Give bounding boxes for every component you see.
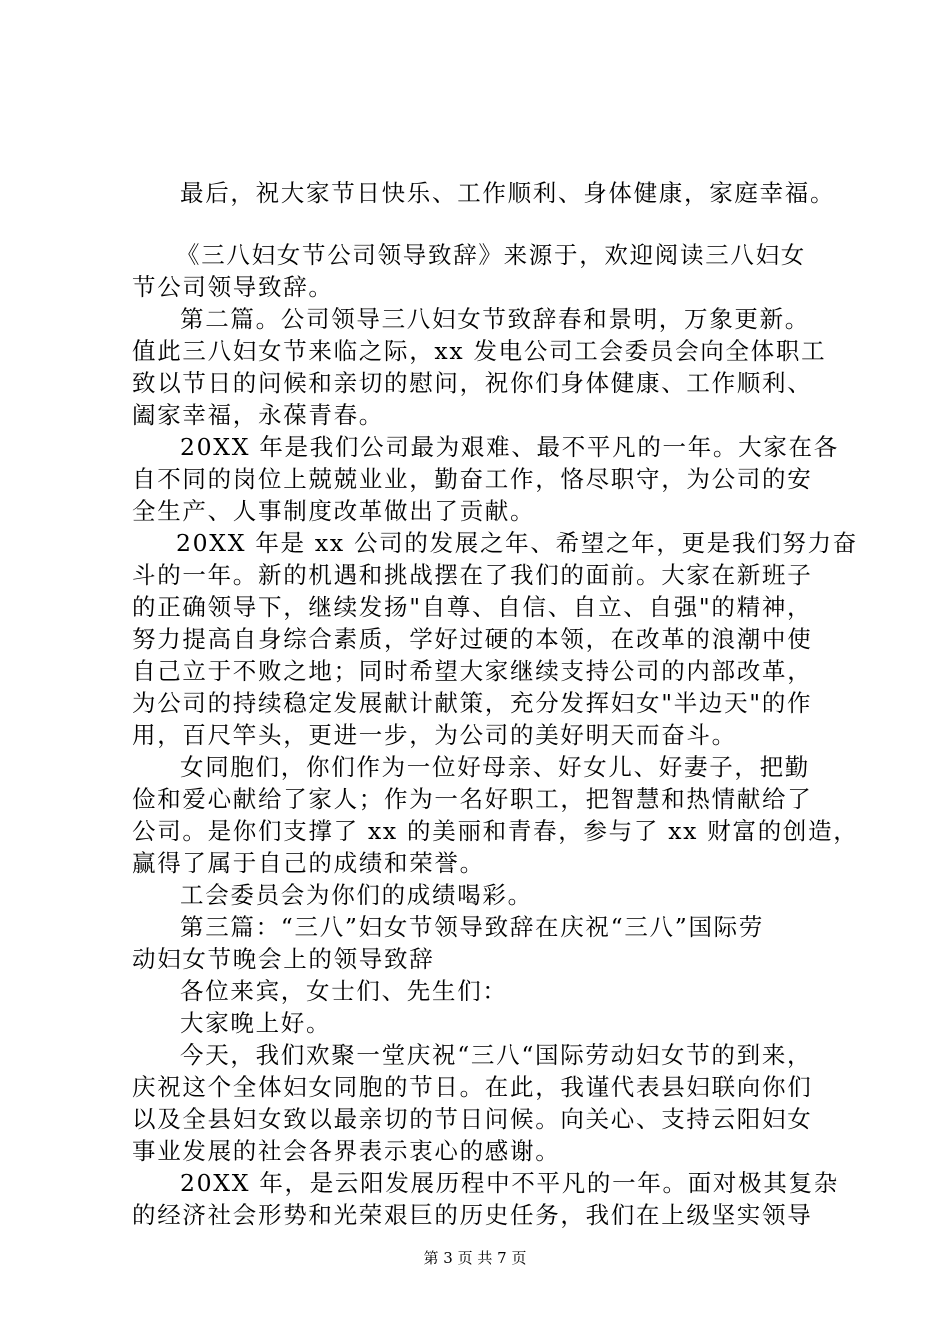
text-line: 值此三八妇女节来临之际，xx 发电公司工会委员会向全体职工 xyxy=(132,337,827,365)
text-line: 用，百尺竿头，更进一步，为公司的美好明天而奋斗。 xyxy=(132,721,737,749)
text-line: 努力提高自身综合素质，学好过硬的本领，在改革的浪潮中使 xyxy=(132,625,813,653)
text-line: 俭和爱心献给了家人；作为一名好职工，把智慧和热情献给了 xyxy=(132,785,813,813)
text-line: 自己立于不败之地；同时希望大家继续支持公司的内部改革， xyxy=(132,657,813,685)
text-line: 《三八妇女节公司领导致辞》来源于，欢迎阅读三八妇女 xyxy=(176,241,806,269)
text-line: 公司。是你们支撑了 xx 的美丽和青春，参与了 xx 财富的创造， xyxy=(132,817,859,845)
text-line: 赢得了属于自己的成绩和荣誉。 xyxy=(132,849,485,877)
text-line: 今天，我们欢聚一堂庆祝“三八“国际劳动妇女节的到来， xyxy=(180,1041,813,1069)
text-line: 工会委员会为你们的成绩喝彩。 xyxy=(180,881,533,909)
text-line: 为公司的持续稳定发展献计献策，充分发挥妇女"半边天"的作 xyxy=(132,689,813,717)
text-line: 各位来宾，女士们、先生们： xyxy=(180,977,508,1005)
text-line: 阖家幸福，永葆青春。 xyxy=(132,401,384,429)
text-line: 致以节日的问候和亲切的慰问，祝你们身体健康、工作顺利、 xyxy=(132,369,813,397)
text-line: 事业发展的社会各界表示衷心的感谢。 xyxy=(132,1137,561,1165)
text-line: 全生产、人事制度改革做出了贡献。 xyxy=(132,497,536,525)
text-line: 自不同的岗位上兢兢业业，勤奋工作，恪尽职守，为公司的安 xyxy=(132,465,813,493)
text-line: 最后，祝大家节日快乐、工作顺利、身体健康，家庭幸福。 xyxy=(180,179,836,207)
text-line: 20XX 年是 xx 公司的发展之年、希望之年，更是我们努力奋 xyxy=(176,529,858,557)
text-line: 大家晚上好。 xyxy=(180,1009,332,1037)
text-line: 的正确领导下，继续发扬"自尊、自信、自立、自强"的精神， xyxy=(132,593,813,621)
text-line: 第二篇。公司领导三八妇女节致辞春和景明，万象更新。 xyxy=(180,305,810,333)
text-line: 20XX 年是我们公司最为艰难、最不平凡的一年。大家在各 xyxy=(180,433,839,461)
text-line: 的经济社会形势和光荣艰巨的历史任务，我们在上级坚实领导 xyxy=(132,1201,813,1229)
text-line: 女同胞们，你们作为一位好母亲、好女儿、好妻子，把勤 xyxy=(180,753,810,781)
text-line: 第三篇：“三八”妇女节领导致辞在庆祝“三八”国际劳 xyxy=(180,913,765,941)
text-line: 节公司领导致辞。 xyxy=(132,273,334,301)
text-line: 庆祝这个全体妇女同胞的节日。在此，我谨代表县妇联向你们 xyxy=(132,1073,813,1101)
text-line: 20XX 年，是云阳发展历程中不平凡的一年。面对极其复杂 xyxy=(180,1169,839,1197)
page-number: 第 3 页 共 7 页 xyxy=(423,1249,527,1267)
text-line: 斗的一年。新的机遇和挑战摆在了我们的面前。大家在新班子 xyxy=(132,561,813,589)
text-line: 动妇女节晚会上的领导致辞 xyxy=(132,945,435,973)
text-line: 以及全县妇女致以最亲切的节日问候。向关心、支持云阳妇女 xyxy=(132,1105,813,1133)
